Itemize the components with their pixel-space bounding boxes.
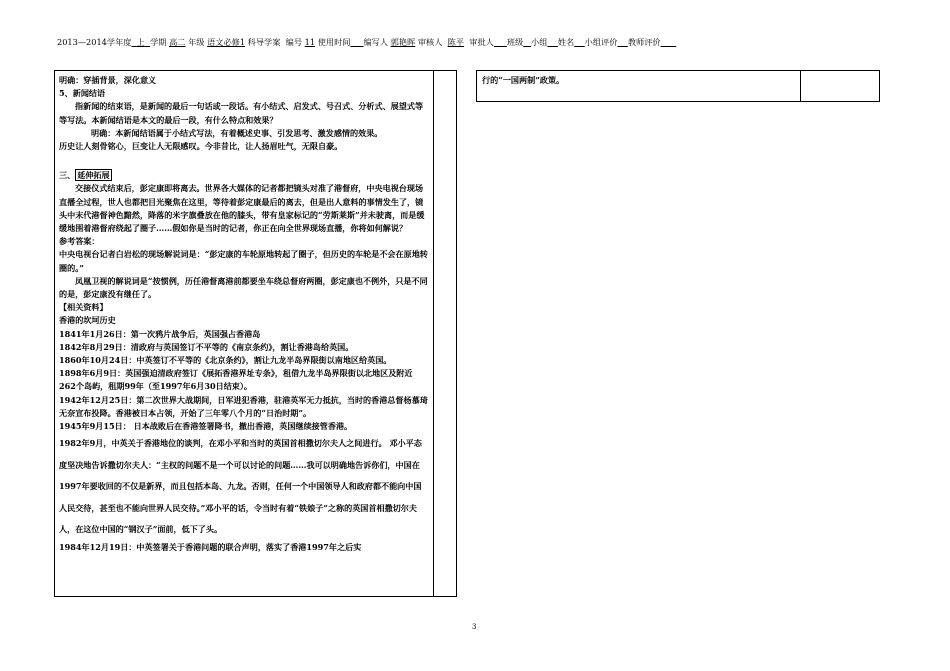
label-code: 编号 [285, 37, 303, 47]
code-value: 11 [304, 37, 316, 47]
history-item: 1898年6月9日：英国强迫清政府签订《展拓香港界址专条》，租借九龙半岛界限街以北地区及附近262个岛屿，租期99年（至1997年6月30日结束）。 [59, 368, 413, 392]
section-heading-conclusion: 5、新闻结语 [59, 88, 106, 99]
column-divider [433, 71, 434, 596]
history-item: 1945年9月15日： 日本战败后在香港签署降书，撤出香港，英国继续接管香港。 [59, 421, 353, 432]
label-use-time: 使用时间 [317, 37, 351, 47]
left-column-box [54, 70, 457, 597]
history-item: 1982年9月，中英关于香港地位的谈判，在邓小平和当时的英国首相撒切尔夫人之间进行。 邓小平态度坚决地告诉撒切尔夫人：“主权的问题不是一个可以讨论的问题……我可以明确地告诉你们，中国在1997年要收回的不仅是新界，而且包括本岛、九龙。否则，任何一个中国领导人和政府都不能向中国人民交待，甚至也不能向世界人民交待。”邓小平的话，令当时有着“铁娘子”之称的英国首相撒切尔夫人，在这位中国的“钢汉子”面前，低下了头。 [59, 438, 422, 535]
history-item: 1842年8月29日：清政府与英国签订不平等的《南京条约》，割让香港岛给英国。 [59, 341, 354, 352]
reference-answer-title: 参考答案： [59, 236, 100, 247]
header-line [57, 37, 676, 48]
related-material-title: 【相关资料】 [59, 302, 108, 313]
history-title: 香港的坎坷历史 [59, 315, 116, 326]
clarify-line: 明确：穿插背景，深化意义 [59, 75, 157, 85]
label-teacher-eval: 教师评价 [627, 37, 661, 47]
section-heading-extension [59, 169, 429, 182]
right-column-divider [800, 71, 801, 101]
blank-class [523, 37, 531, 47]
history-item: 1841年1月26日：第一次鸦片战争后，英国强占香港岛 [59, 328, 261, 339]
checker-value: 陈平 [447, 37, 465, 47]
label-grade: 年级 [188, 37, 205, 47]
blank-group [547, 37, 557, 47]
label-group: 小组 [531, 37, 548, 47]
reference-answer-cctv: 中央电视台记者白岩松的现场解说词是：“彭定康的车轮原地转起了圈子，但历史的车轮是不会在原地转圈的。” [59, 249, 428, 273]
blank-approver [494, 37, 507, 47]
blank-group-eval [617, 37, 627, 47]
label-year: 学年度 [106, 37, 132, 47]
author-value: 郭艳晖 [390, 37, 416, 47]
blank-use-time [350, 37, 363, 47]
label-subject: 科导学案 [247, 37, 281, 47]
school-year: 2013—2014 [57, 37, 107, 47]
label-group-eval: 小组评价 [584, 37, 618, 47]
history-item: 1984年12月19日：中英签署关于香港问题的联合声明，落实了香港1997年之后实 [59, 541, 362, 552]
page-number: 3 [472, 623, 477, 631]
label-checker: 审核人 [417, 37, 443, 47]
grade-value: 高二 [169, 37, 186, 47]
section-number: 三、 [59, 170, 76, 181]
blank-teacher-eval [661, 37, 677, 47]
conclusion-summary: 历史让人刻骨铭心，巨变让人无限感叹。今非昔比，让人扬眉吐气，无限自豪。 [59, 141, 343, 152]
blank-name [574, 37, 584, 47]
spacer [59, 153, 429, 169]
label-author: 编写人 [363, 37, 389, 47]
conclusion-question: 指新闻的结束语，是新闻的最后一句话或一段话。有小结式、启发式、号召式、分析式、展望式等等写法。本新闻结语是本文的最后一段，有什么特点和效果？ [59, 101, 424, 125]
right-content-line: 行的“一国两制”政策。 [482, 75, 565, 85]
label-class: 班级 [506, 37, 524, 47]
subject-value: 语文必修1 [207, 37, 246, 47]
history-item: 1860年10月24日：中英签订不平等的《北京条约》，割让九龙半岛界限街以南地区给英国。 [59, 355, 392, 366]
history-item: 1942年12月25日：第二次世界大战期间，日军进犯香港，驻港英军无力抵抗，当时的香港总督杨慕琦无奈宣布投降。香港被日本占领，开始了三年零八个月的“日治时期”。 [59, 394, 428, 418]
label-term: 学期 [150, 37, 167, 47]
section-title-extension: 延伸拓展 [77, 170, 110, 181]
right-column-box [476, 70, 880, 102]
extension-paragraph: 交接仪式结束后，彭定康即将离去。世界各大媒体的记者都把镜头对准了港督府，中央电视台现场直播全过程，世人也都把目光聚焦在这里，等待着彭定康最后的离去，但是出人意料的事情发生了，镜头中末代港督神色黯然，降落的米字旗叠放在他的膝头，带有皇家标记的“劳斯莱斯”并未驶离，而是缓缓地围着港督府绕起了圈子……假如你是当时的记者，你正在向全世界现场直播，你将如何解说？ [59, 183, 425, 234]
reference-answer-phoenix: 凤凰卫视的解说词是“按惯例，历任港督离港前都要坐车绕总督府两圈，彭定康也不例外，只是不同的是，彭定康没有继任了。 [59, 275, 428, 300]
term-value: 上 [136, 37, 145, 47]
left-content [59, 74, 429, 554]
label-approver: 审批人 [469, 37, 494, 47]
label-name: 姓名 [557, 37, 575, 47]
conclusion-answer: 明确：本新闻结语属于小结式写法，有着概述史事、引发思考、激发感情的效果。 [91, 127, 383, 138]
term-field [131, 37, 150, 47]
